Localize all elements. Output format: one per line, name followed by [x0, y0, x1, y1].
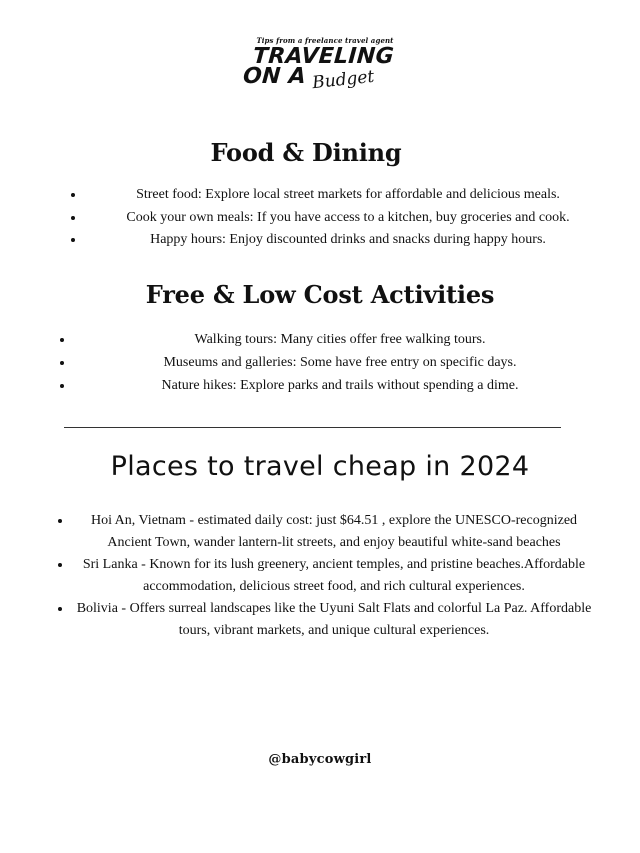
food-heading: Food & Dining [210, 138, 402, 167]
bullet-icon [71, 216, 75, 220]
logo-line2-wrap [0, 64, 640, 94]
list-item-text: Cook your own meals: If you have access to a kitchen, buy groceries and cook. [126, 209, 570, 225]
list-item-text: Happy hours: Enjoy discounted drinks and snacks during happy hours. [150, 232, 546, 247]
bullet-icon [58, 519, 62, 523]
bullet-icon [58, 563, 62, 567]
list-item-text: Walking tours: Many cities offer free walking tours. [194, 332, 486, 347]
list-item [60, 229, 600, 252]
places-heading: Places to travel cheap in 2024 [110, 451, 530, 482]
list-item [60, 207, 600, 230]
section-divider [64, 427, 561, 428]
logo-tagline: Tips from a freelance travel agent [256, 36, 394, 45]
logo-title-line1: TRAVELING [251, 44, 395, 69]
list-item [60, 184, 600, 207]
bullet-icon [60, 338, 64, 342]
list-item-text: Street food: Explore local street markets for affordable and delicious meals. [136, 187, 560, 202]
bullet-icon [60, 384, 64, 388]
list-item [56, 351, 596, 374]
bullet-icon [60, 361, 64, 365]
bullet-icon [58, 607, 62, 611]
list-item-text: Bolivia - Offers surreal landscapes like the Uyuni Salt Flats and colorful La Paz. Affordable tours, vibrant markets, and unique cultural experiences. [76, 601, 592, 638]
places-list [52, 510, 592, 642]
logo-title-line2: ON A [242, 64, 308, 89]
list-item-text: Nature hikes: Explore parks and trails without spending a dime. [161, 378, 519, 393]
list-item-text: Hoi An, Vietnam - estimated daily cost: just $64.51 , explore the UNESCO-recognized Ancient Town, wander lantern-lit streets, and enjoy beautiful white-sand beaches [90, 513, 578, 550]
list-item-text: Museums and galleries: Some have free entry on specific days. [163, 355, 517, 370]
list-item [56, 328, 596, 351]
activities-heading: Free & Low Cost Activities [145, 280, 495, 309]
logo [0, 36, 640, 94]
list-item [52, 510, 592, 554]
activities-list [56, 328, 596, 397]
bullet-icon [71, 193, 75, 197]
logo-line1-wrap [0, 45, 640, 68]
list-item [56, 374, 596, 397]
food-list [60, 184, 600, 252]
author-handle: @babycowgirl [268, 752, 372, 767]
list-item [52, 598, 592, 642]
bullet-icon [71, 238, 75, 242]
list-item [52, 554, 592, 598]
logo-script-word: Budget [311, 66, 376, 94]
list-item-text: Sri Lanka - Known for its lush greenery, ancient temples, and pristine beaches.Affordable accommodation, delicious street food, and rich cultural experiences. [82, 557, 586, 594]
